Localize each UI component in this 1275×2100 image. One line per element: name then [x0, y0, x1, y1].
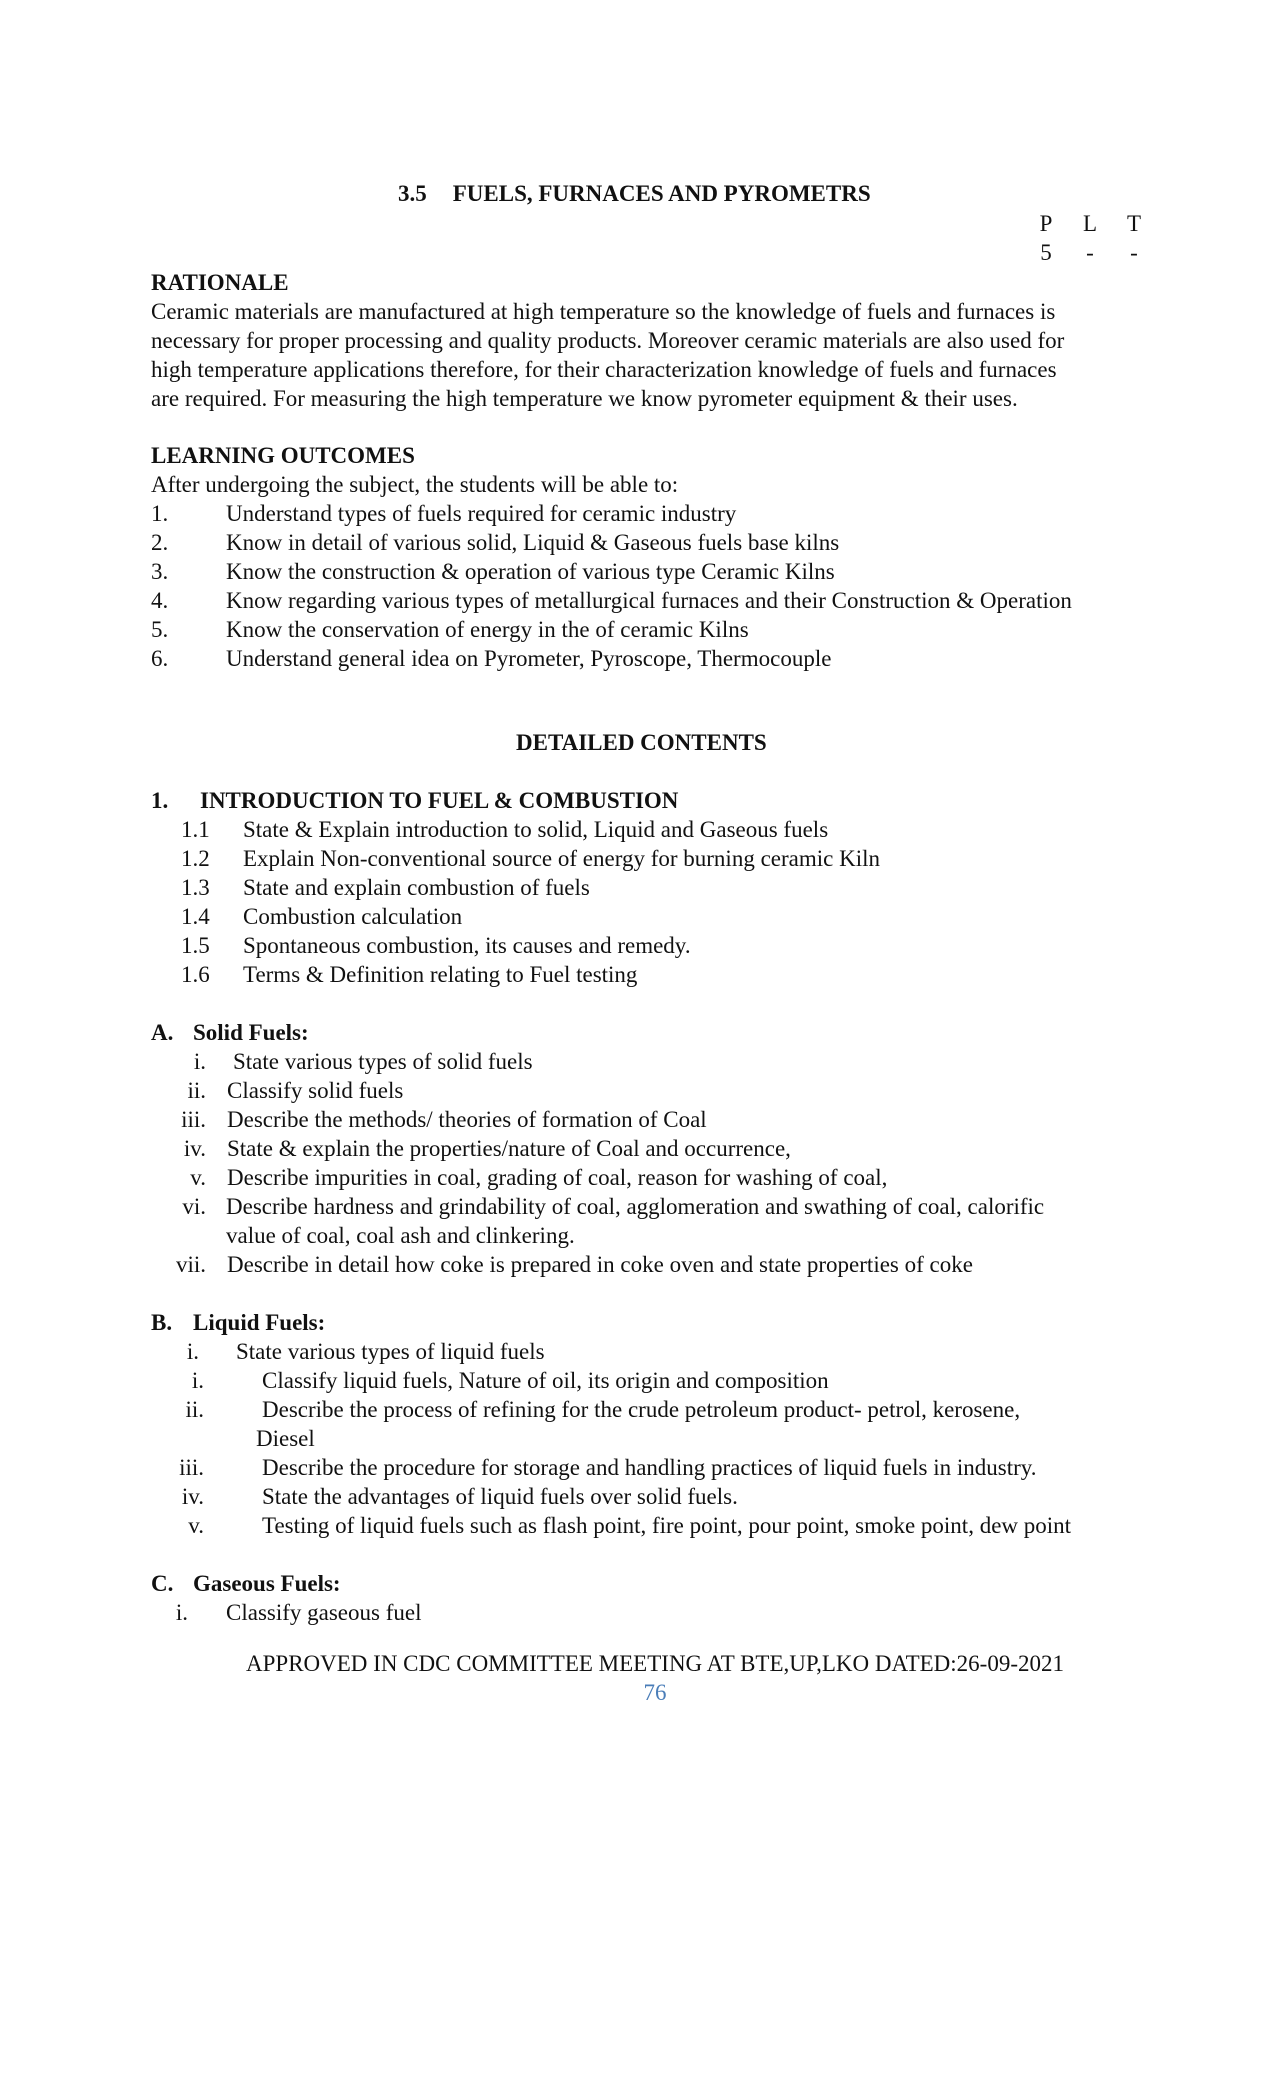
- section-number: 1.: [151, 788, 169, 813]
- approval-footer: APPROVED IN CDC COMMITTEE MEETING AT BTE,UP,LKO DATED:26-09-2021: [246, 1651, 1064, 1676]
- detailed-contents-heading: DETAILED CONTENTS: [516, 730, 767, 755]
- section-title: INTRODUCTION TO FUEL & COMBUSTION: [200, 788, 679, 813]
- learning-outcomes-heading: LEARNING OUTCOMES: [151, 443, 415, 468]
- item-text: Know in detail of various solid, Liquid & Gaseous fuels base kilns: [226, 530, 840, 555]
- subsection-letter: A.: [151, 1020, 174, 1045]
- list-item: [0, 1250, 1275, 1279]
- list-item: [0, 1163, 1275, 1192]
- item-text: Describe the procedure for storage and handling practices of liquid fuels in industry.: [262, 1455, 1037, 1480]
- item-number: vii.: [175, 1252, 206, 1277]
- item-number: 5.: [151, 617, 169, 642]
- list-item: [0, 1134, 1275, 1163]
- item-text: State and explain combustion of fuels: [243, 875, 590, 900]
- item-text: Classify liquid fuels, Nature of oil, its origin and composition: [262, 1368, 829, 1393]
- item-number: 1.2: [181, 846, 210, 871]
- item-number: v.: [190, 1165, 206, 1190]
- item-number: 1.6: [181, 962, 210, 987]
- list-item: [0, 1192, 1275, 1221]
- item-text: Terms & Definition relating to Fuel testing: [243, 962, 638, 987]
- subsection-letter: B.: [151, 1310, 173, 1335]
- item-text: Combustion calculation: [243, 904, 463, 929]
- item-number: 3.: [151, 559, 169, 584]
- item-text: Understand types of fuels required for ceramic industry: [226, 501, 737, 526]
- subsection-letter: C.: [151, 1571, 174, 1596]
- item-text: State & explain the properties/nature of Coal and occurrence,: [227, 1136, 791, 1161]
- list-item-continuation: [0, 1424, 1275, 1453]
- item-text: State various types of solid fuels: [233, 1049, 533, 1074]
- item-text-continuation: value of coal, coal ash and clinkering.: [226, 1223, 575, 1248]
- learning-outcomes-intro: After undergoing the subject, the students will be able to:: [151, 472, 679, 497]
- subsection-title: Solid Fuels:: [193, 1020, 309, 1045]
- list-item: [0, 1395, 1275, 1424]
- item-number: i.: [193, 1049, 206, 1074]
- plt-headers: [1036, 209, 1156, 238]
- title-number: 3.5: [398, 181, 427, 206]
- item-text: Spontaneous combustion, its causes and remedy.: [243, 933, 691, 958]
- item-text: Describe impurities in coal, grading of coal, reason for washing of coal,: [227, 1165, 888, 1190]
- item-number: 1.5: [181, 933, 210, 958]
- item-number: 4.: [151, 588, 169, 613]
- plt-header-p: P: [1039, 211, 1053, 236]
- list-item: [0, 1482, 1275, 1511]
- rationale-line: Ceramic materials are manufactured at high temperature so the knowledge of fuels and furnaces is: [151, 299, 1056, 324]
- item-number: iv.: [183, 1136, 206, 1161]
- item-number: i.: [191, 1368, 204, 1393]
- subsection-title: Liquid Fuels:: [193, 1310, 326, 1335]
- rationale-line: high temperature applications therefore, for their characterization knowledge of fuels and furnaces: [151, 357, 1057, 382]
- item-number: 2.: [151, 530, 169, 555]
- item-text: Testing of liquid fuels such as flash point, fire point, pour point, smoke point, dew point: [262, 1513, 1072, 1538]
- rationale-line: are required. For measuring the high temperature we know pyrometer equipment & their uses.: [151, 386, 1018, 411]
- item-text-continuation: Diesel: [256, 1426, 315, 1451]
- item-text: State various types of liquid fuels: [236, 1339, 545, 1364]
- list-item: [0, 1105, 1275, 1134]
- item-number: 6.: [151, 646, 169, 671]
- page-number: 76: [643, 1680, 667, 1705]
- item-number: vi.: [182, 1194, 206, 1219]
- list-item: [0, 1337, 1275, 1366]
- item-number: iii.: [179, 1455, 204, 1480]
- item-text: Classify gaseous fuel: [226, 1600, 422, 1625]
- item-text: Understand general idea on Pyrometer, Pyroscope, Thermocouple: [226, 646, 832, 671]
- item-text: Describe in detail how coke is prepared in coke oven and state properties of coke: [227, 1252, 973, 1277]
- title-text: FUELS, FURNACES AND PYROMETRS: [452, 181, 871, 206]
- item-text: Describe the methods/ theories of formation of Coal: [227, 1107, 707, 1132]
- item-text: Know the construction & operation of various type Ceramic Kilns: [226, 559, 835, 584]
- list-item: [0, 1598, 1275, 1627]
- item-number: iii.: [181, 1107, 206, 1132]
- item-text: Classify solid fuels: [227, 1078, 404, 1103]
- list-item: [0, 1366, 1275, 1395]
- subsection-title: Gaseous Fuels:: [193, 1571, 341, 1596]
- rationale-paragraph: [151, 297, 1161, 413]
- rationale-line: necessary for proper processing and quality products. Moreover ceramic materials are also used for: [151, 328, 1065, 353]
- item-number: 1.: [151, 501, 169, 526]
- item-number: ii.: [185, 1397, 204, 1422]
- item-number: v.: [188, 1513, 204, 1538]
- plt-values: [1036, 238, 1156, 267]
- item-number: i.: [186, 1339, 199, 1364]
- item-text: State the advantages of liquid fuels over solid fuels.: [262, 1484, 738, 1509]
- plt-value-l: -: [1086, 240, 1094, 265]
- item-number: 1.3: [181, 875, 210, 900]
- item-number: iv.: [181, 1484, 204, 1509]
- list-item: [0, 1047, 1275, 1076]
- rationale-heading: RATIONALE: [151, 270, 289, 295]
- list-item: [0, 1453, 1275, 1482]
- page-title: [398, 179, 871, 208]
- item-text: Know regarding various types of metallurgical furnaces and their Construction & Operation: [226, 588, 1072, 613]
- item-number: ii.: [187, 1078, 206, 1103]
- list-item: [0, 1076, 1275, 1105]
- item-text: Know the conservation of energy in the of ceramic Kilns: [226, 617, 749, 642]
- list-item: [0, 1511, 1275, 1540]
- item-number: i.: [175, 1600, 188, 1625]
- item-text: Describe the process of refining for the crude petroleum product- petrol, kerosene,: [262, 1397, 1021, 1422]
- item-number: 1.4: [181, 904, 210, 929]
- plt-header-t: T: [1126, 211, 1142, 236]
- plt-value-t: -: [1130, 240, 1138, 265]
- plt-header-l: L: [1082, 211, 1098, 236]
- item-text: State & Explain introduction to solid, Liquid and Gaseous fuels: [243, 817, 829, 842]
- list-item-continuation: [0, 1221, 1275, 1250]
- item-number: 1.1: [181, 817, 210, 842]
- item-text: Explain Non-conventional source of energy for burning ceramic Kiln: [243, 846, 880, 871]
- item-text: Describe hardness and grindability of coal, agglomeration and swathing of coal, calorific: [226, 1194, 1045, 1219]
- plt-value-p: 5: [1040, 240, 1052, 265]
